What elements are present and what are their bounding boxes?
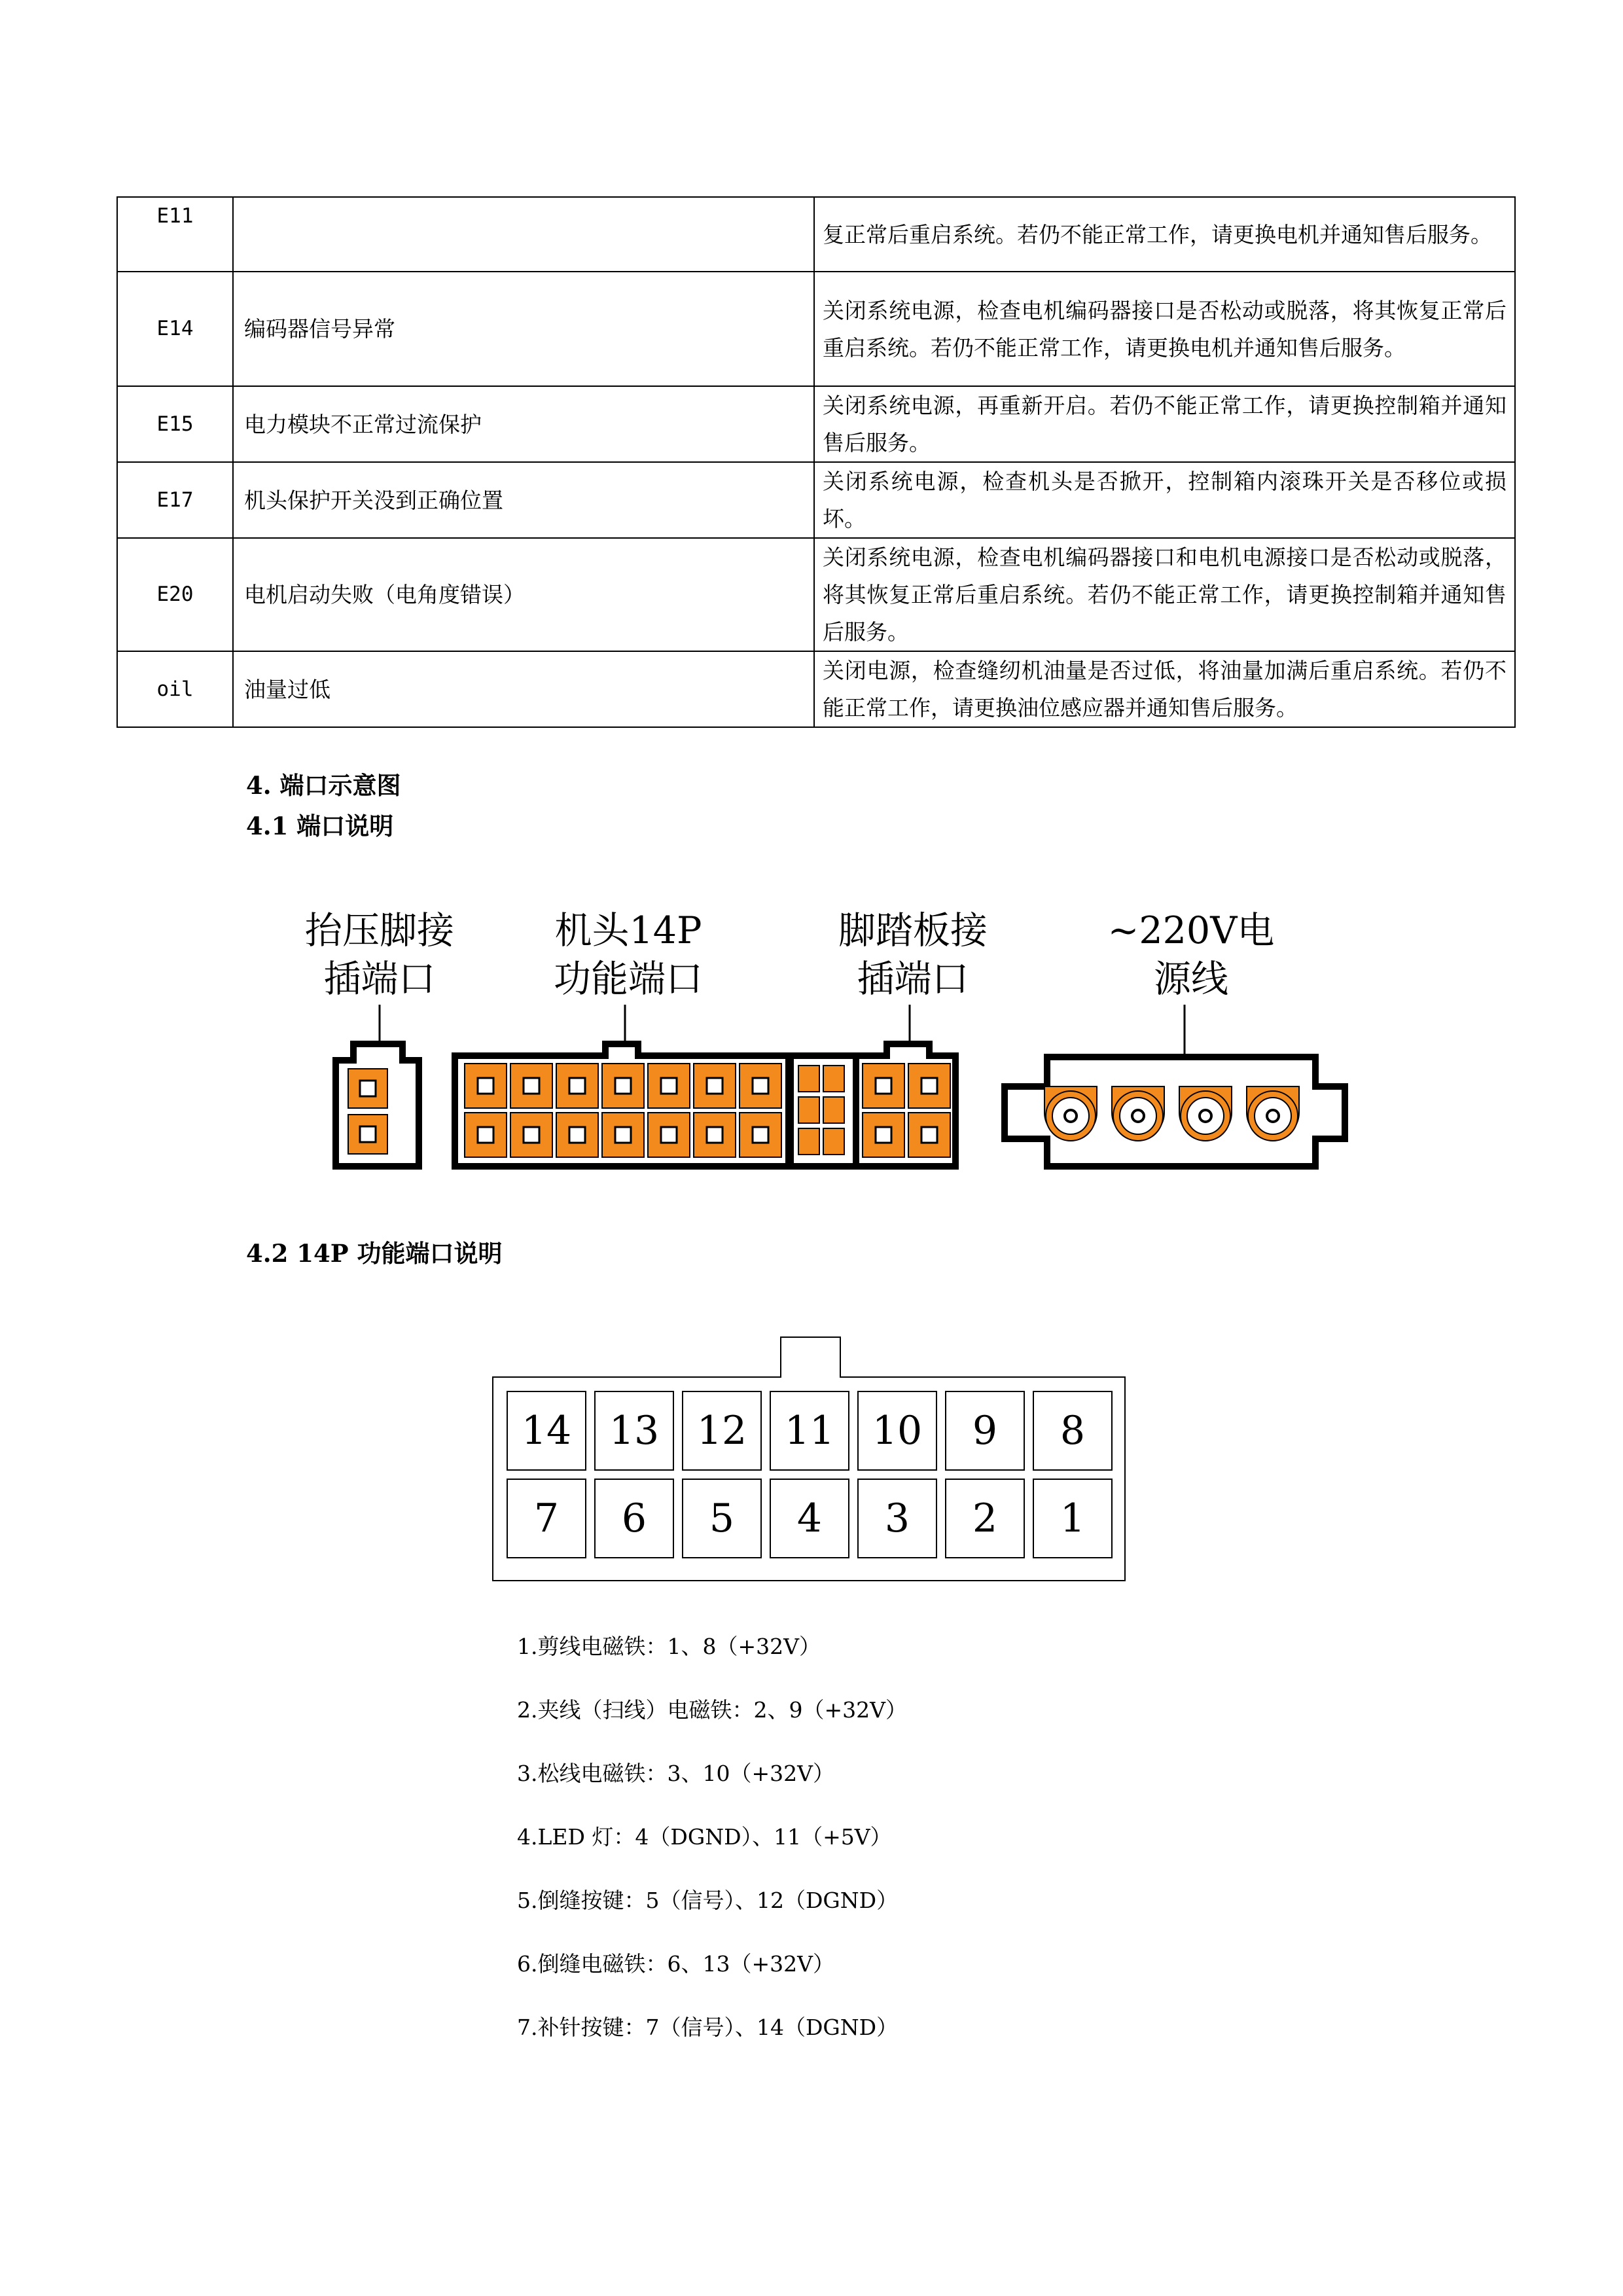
pin-number-cell: 5 bbox=[682, 1479, 762, 1558]
pin-number-cell: 10 bbox=[857, 1391, 937, 1471]
pin-number-cell: 13 bbox=[594, 1391, 674, 1471]
error-code: E11 bbox=[117, 197, 233, 272]
pin-note: 4.LED 灯：4（DGND）、11（+5V） bbox=[517, 1824, 892, 1850]
error-description bbox=[233, 197, 814, 272]
pin-cell bbox=[510, 1064, 552, 1108]
table-row bbox=[117, 197, 1515, 272]
error-code: E17 bbox=[117, 462, 233, 538]
head-14p-connector bbox=[455, 1044, 789, 1166]
pin-cell bbox=[908, 1064, 950, 1108]
error-solution: 复正常后重启系统。若仍不能正常工作，请更换电机并通知售后服务。 bbox=[814, 197, 1515, 272]
pin-number-cell: 4 bbox=[770, 1479, 849, 1558]
pin-cell bbox=[465, 1113, 507, 1157]
presser-foot-connector bbox=[336, 1044, 419, 1166]
pin-cell bbox=[556, 1113, 598, 1157]
pin-number-cell: 1 bbox=[1033, 1479, 1113, 1558]
pin-cell bbox=[694, 1064, 736, 1108]
table-row bbox=[117, 651, 1515, 727]
pin-number-cell: 8 bbox=[1033, 1391, 1113, 1471]
pin-note: 7.补针按键：7（信号）、14（DGND） bbox=[517, 2015, 899, 2040]
power-pin bbox=[1247, 1086, 1299, 1141]
error-description: 机头保护开关没到正确位置 bbox=[233, 462, 814, 538]
error-description: 编码器信号异常 bbox=[233, 272, 814, 386]
error-code: E20 bbox=[117, 538, 233, 651]
pin-cell bbox=[908, 1113, 950, 1157]
error-solution: 关闭系统电源，检查电机编码器接口和电机电源接口是否松动或脱落，将其恢复正常后重启系统。若仍不能正常工作，请更换控制箱并通知售后服务。 bbox=[814, 538, 1515, 651]
head-14p-port-label: 机头14P 功能端口 bbox=[554, 909, 703, 1001]
small-pin bbox=[798, 1097, 819, 1123]
presser-foot-port-label: 抬压脚接 插端口 bbox=[305, 909, 454, 1001]
port-diagram bbox=[0, 995, 1623, 1191]
error-description: 电机启动失败（电角度错误） bbox=[233, 538, 814, 651]
pedal-connector bbox=[856, 1044, 955, 1166]
subsection-title: 4.1 端口说明 bbox=[246, 812, 394, 840]
pin-cell bbox=[602, 1064, 644, 1108]
error-description: 电力模块不正常过流保护 bbox=[233, 386, 814, 462]
middle-divider-block bbox=[791, 1056, 856, 1166]
small-pin bbox=[823, 1128, 844, 1155]
section-title: 4. 端口示意图 bbox=[246, 771, 401, 800]
error-solution: 关闭系统电源，检查电机编码器接口是否松动或脱落，将其恢复正常后重启系统。若仍不能正常工作，请更换电机并通知售后服务。 bbox=[814, 272, 1515, 386]
pin-note: 3.松线电磁铁：3、10（+32V） bbox=[517, 1761, 834, 1786]
pin-number-cell: 6 bbox=[594, 1479, 674, 1558]
error-code: E14 bbox=[117, 272, 233, 386]
pin-note: 1.剪线电磁铁：1、8（+32V） bbox=[517, 1634, 821, 1659]
latch-tab bbox=[780, 1336, 841, 1378]
error-description: 油量过低 bbox=[233, 651, 814, 727]
pin-cell bbox=[648, 1113, 690, 1157]
pin-note: 5.倒缝按键：5（信号）、12（DGND） bbox=[517, 1888, 899, 1913]
pin-number-cell: 3 bbox=[857, 1479, 937, 1558]
error-code: oil bbox=[117, 651, 233, 727]
error-code: E15 bbox=[117, 386, 233, 462]
pin-number-cell: 2 bbox=[945, 1479, 1025, 1558]
pin-number-cell: 9 bbox=[945, 1391, 1025, 1471]
pin-cell bbox=[648, 1064, 690, 1108]
small-pin bbox=[823, 1097, 844, 1123]
pin-cell bbox=[510, 1113, 552, 1157]
table-row bbox=[117, 272, 1515, 386]
pin-cell bbox=[863, 1064, 904, 1108]
table-row bbox=[117, 538, 1515, 651]
power-connector bbox=[1005, 1057, 1345, 1166]
pin-cell bbox=[740, 1113, 781, 1157]
power-pin bbox=[1044, 1086, 1097, 1141]
small-pin bbox=[798, 1066, 819, 1092]
pin-cell bbox=[465, 1064, 507, 1108]
error-solution: 关闭电源，检查缝纫机油量是否过低，将油量加满后重启系统。若仍不能正常工作，请更换油位感应器并通知售后服务。 bbox=[814, 651, 1515, 727]
pin-number-cell: 14 bbox=[507, 1391, 586, 1471]
subsection-title: 4.2 14P 功能端口说明 bbox=[246, 1239, 503, 1268]
pinout-diagram bbox=[492, 1376, 1126, 1581]
table-row bbox=[117, 386, 1515, 462]
pin-number-cell: 7 bbox=[507, 1479, 586, 1558]
power-pin bbox=[1112, 1086, 1164, 1141]
pin-note: 2.夹线（扫线）电磁铁：2、9（+32V） bbox=[517, 1697, 907, 1723]
error-code-table bbox=[116, 196, 1516, 728]
error-solution: 关闭系统电源，检查机头是否掀开，控制箱内滚珠开关是否移位或损坏。 bbox=[814, 462, 1515, 538]
pin-cell bbox=[740, 1064, 781, 1108]
pin-note: 6.倒缝电磁铁：6、13（+32V） bbox=[517, 1951, 834, 1977]
table-row bbox=[117, 462, 1515, 538]
error-solution: 关闭系统电源，再重新开启。若仍不能正常工作，请更换控制箱并通知售后服务。 bbox=[814, 386, 1515, 462]
pin-cell bbox=[556, 1064, 598, 1108]
pin-cell bbox=[863, 1113, 904, 1157]
pin-number-cell: 12 bbox=[682, 1391, 762, 1471]
small-pin bbox=[798, 1128, 819, 1155]
pedal-port-label: 脚踏板接 插端口 bbox=[838, 909, 988, 1001]
pin-number-cell: 11 bbox=[770, 1391, 849, 1471]
small-pin bbox=[823, 1066, 844, 1092]
power-pin bbox=[1179, 1086, 1232, 1141]
pin-grid bbox=[503, 1387, 1116, 1562]
power-line-label: ~220V电 源线 bbox=[1107, 909, 1275, 1001]
pin-cell bbox=[602, 1113, 644, 1157]
pin-cell bbox=[694, 1113, 736, 1157]
